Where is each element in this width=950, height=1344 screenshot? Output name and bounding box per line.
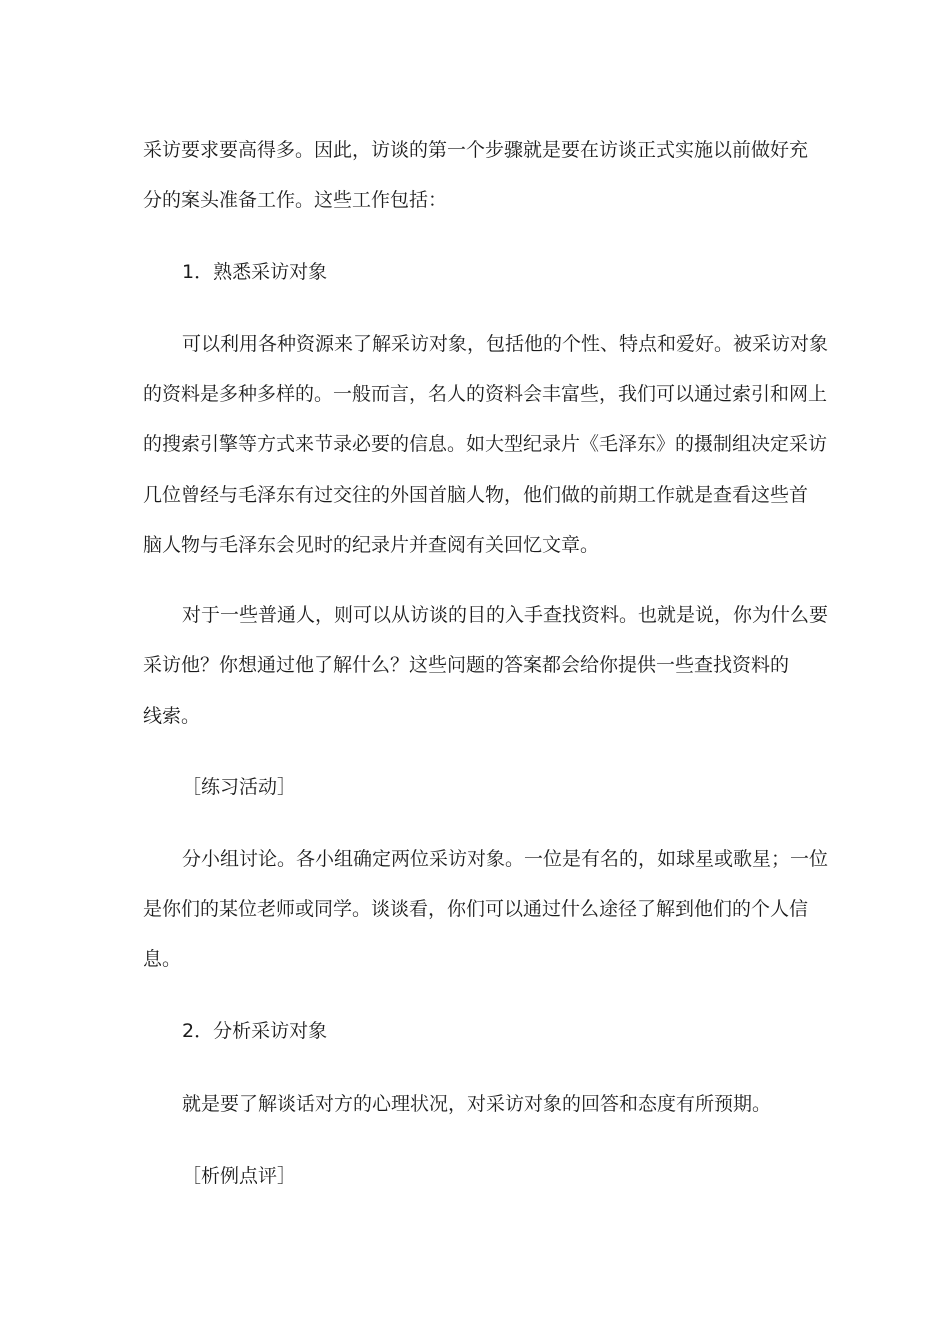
paragraph-line: 就是要了解谈话对方的心理状况，对采访对象的回答和态度有所预期。 [182, 1093, 772, 1115]
analysis-heading: ［析例点评］ [182, 1165, 297, 1187]
paragraph-line: 脑人物与毛泽东会见时的纪录片并查阅有关回忆文章。 [143, 534, 600, 556]
section-heading: 1．熟悉采访对象 [182, 261, 328, 283]
section-heading: 2．分析采访对象 [182, 1020, 328, 1042]
paragraph-line: 息。 [143, 948, 182, 970]
paragraph-line: 的搜索引擎等方式来节录必要的信息。如大型纪录片《毛泽东》的摄制组决定采访 [143, 433, 828, 455]
paragraph-line: 几位曾经与毛泽东有过交往的外国首脑人物，他们做的前期工作就是查看这些首 [143, 484, 809, 506]
paragraph-line: 采访要求要高得多。因此，访谈的第一个步骤就是要在访谈正式实施以前做好充 [143, 139, 809, 161]
activity-heading: ［练习活动］ [182, 776, 297, 798]
paragraph-line: 可以利用各种资源来了解采访对象，包括他的个性、特点和爱好。被采访对象 [182, 333, 829, 355]
paragraph-line: 的资料是多种多样的。一般而言，名人的资料会丰富些，我们可以通过索引和网上 [143, 383, 828, 405]
paragraph-line: 分的案头准备工作。这些工作包括： [143, 189, 448, 211]
paragraph-line: 分小组讨论。各小组确定两位采访对象。一位是有名的，如球星或歌星；一位 [182, 848, 829, 870]
paragraph-line: 采访他？你想通过他了解什么？这些问题的答案都会给你提供一些查找资料的 [143, 654, 790, 676]
paragraph-line: 是你们的某位老师或同学。谈谈看，你们可以通过什么途径了解到他们的个人信 [143, 898, 809, 920]
paragraph-line: 线索。 [143, 705, 201, 727]
paragraph-line: 对于一些普通人，则可以从访谈的目的入手查找资料。也就是说，你为什么要 [182, 604, 829, 626]
